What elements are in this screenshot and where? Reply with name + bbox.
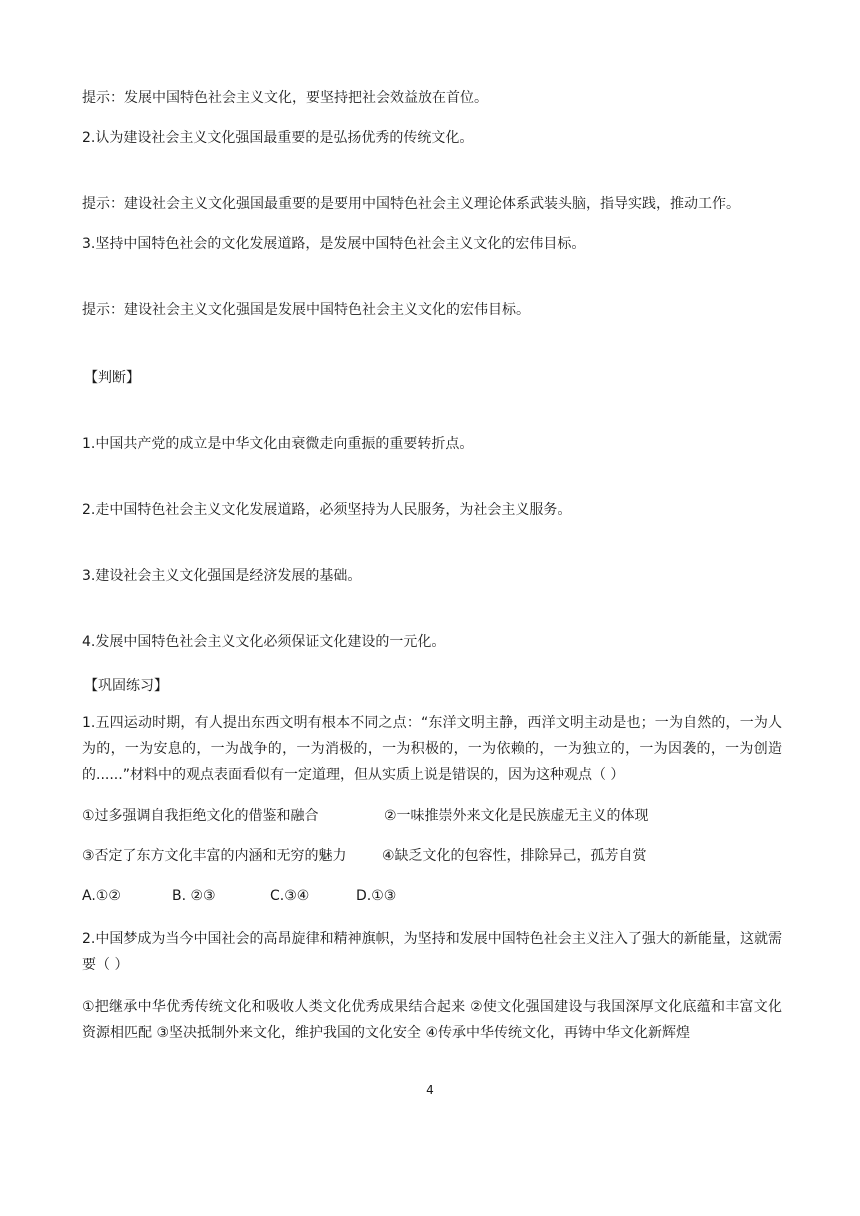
statement-2: ②一味推崇外来文化是民族虚无主义的体现	[384, 808, 649, 824]
judge-item-4: 4.发展中国特色社会主义文化必须保证文化建设的一元化。	[82, 634, 446, 650]
statement-3: ③否定了东方文化丰富的内涵和无穷的魅力	[82, 848, 347, 864]
judge-item-3: 3.建设社会主义文化强国是经济发展的基础。	[82, 568, 362, 584]
hint-line-2: 提示：建设社会主义文化强国最重要的是要用中国特色社会主义理论体系武装头脑，指导实践，推动工作。	[82, 196, 740, 212]
question-1-statements-row-1	[82, 806, 649, 826]
hint-line-3: 提示：建设社会主义文化强国是发展中国特色社会主义文化的宏伟目标。	[82, 302, 530, 318]
choice-c: C.③④	[270, 888, 310, 904]
practice-heading: 【巩固练习】	[84, 678, 168, 694]
question-1-choices	[82, 886, 396, 906]
question-1-statements-row-2	[82, 846, 647, 866]
page-number: 4	[426, 1083, 434, 1097]
judge-item-2: 2.走中国特色社会主义文化发展道路，必须坚持为人民服务，为社会主义服务。	[82, 502, 572, 518]
statement-1: ①过多强调自我拒绝文化的借鉴和融合	[82, 808, 319, 824]
question-1-stem: 1.五四运动时期，有人提出东西文明有根本不同之点：“东洋文明主静，西洋文明主动是也；一为自然的，一为人为的，一为安息的，一为战争的，一为消极的，一为积极的，一为依赖的，一为独立的，一为因袭的，一为创造的......”材料中的观点表面看似有一定道理，但从实质上说是错误的，因为这种观点（ ）	[82, 715, 782, 783]
question-2-statements: ①把继承中华优秀传统文化和吸收人类文化优秀成果结合起来 ②使文化强国建设与我国深厚文化底蕴和丰富文化资源相匹配 ③坚决抵制外来文化，维护我国的文化安全 ④传承中华传统文化，再铸中华文化新辉煌	[82, 999, 782, 1041]
choice-b: B. ②③	[172, 888, 216, 904]
choice-d: D.①③	[356, 888, 397, 904]
question-line-2: 2.认为建设社会主义文化强国最重要的是弘扬优秀的传统文化。	[82, 130, 474, 146]
question-line-3: 3.坚持中国特色社会的文化发展道路，是发展中国特色社会主义文化的宏伟目标。	[82, 236, 586, 252]
question-2-stem: 2.中国梦成为当今中国社会的高昂旋律和精神旗帜，为坚持和发展中国特色社会主义注入了强大的新能量，这就需要（ ）	[82, 931, 782, 973]
statement-4: ④缺乏文化的包容性，排除异己，孤芳自赏	[382, 848, 647, 864]
judge-item-1: 1.中国共产党的成立是中华文化由衰微走向重振的重要转折点。	[82, 436, 474, 452]
judge-heading: 【判断】	[84, 370, 140, 386]
choice-a: A.①②	[82, 888, 121, 904]
hint-line-1: 提示：发展中国特色社会主义文化，要坚持把社会效益放在首位。	[82, 90, 488, 106]
